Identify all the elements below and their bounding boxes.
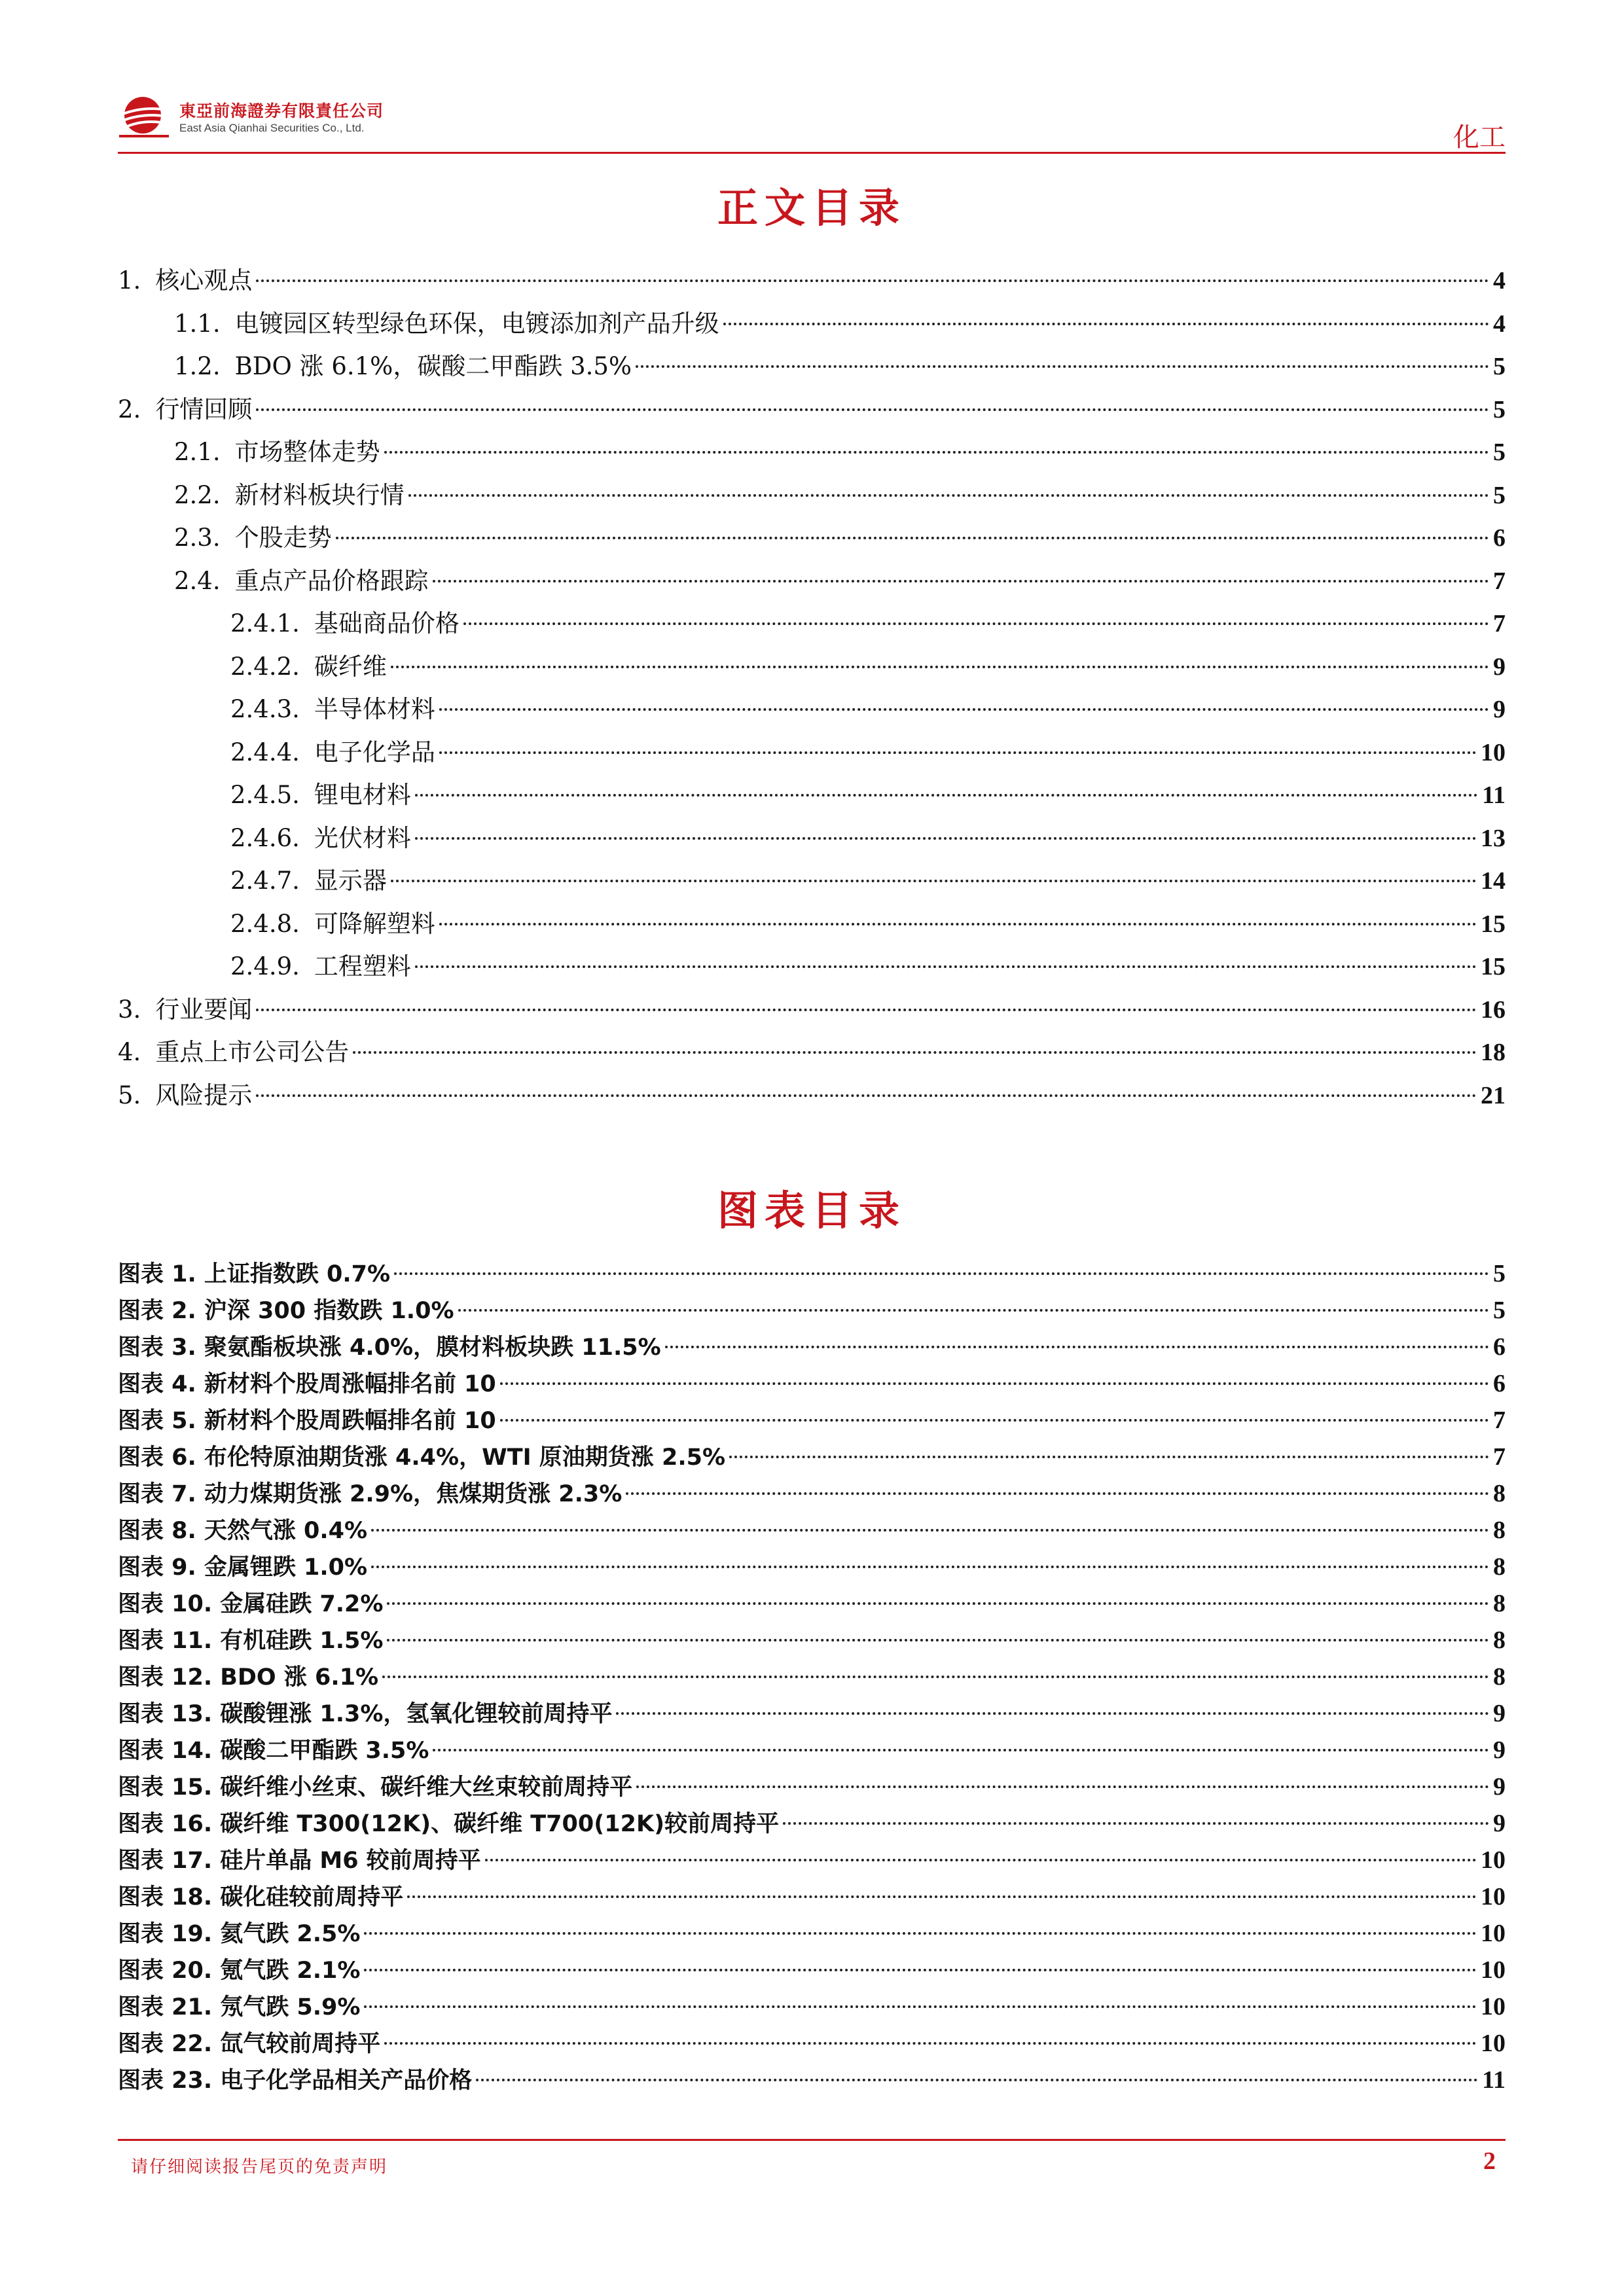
toc-entry[interactable] [118, 388, 1506, 431]
dot-leader [476, 2079, 1478, 2081]
toc-entry-label: 布伦特原油期货涨 4.4%，WTI 原油期货涨 2.5% [204, 1444, 726, 1471]
toc-entry-page: 9 [1493, 1773, 1506, 1801]
toc-entry-page: 9 [1493, 1700, 1506, 1727]
toc-entry[interactable] [118, 1622, 1506, 1659]
toc-entry[interactable] [118, 817, 1506, 860]
dot-leader [415, 965, 1477, 968]
toc-entry-page: 6 [1493, 1333, 1506, 1361]
toc-entry-page: 8 [1493, 1663, 1506, 1691]
toc-entry-number: 2.1. [174, 438, 221, 466]
toc-entry-page: 5 [1493, 1260, 1506, 1287]
toc-entry[interactable] [118, 1915, 1506, 1952]
toc-entry-page: 9 [1493, 1810, 1506, 1837]
toc-entry-number: 图表 10. [118, 1591, 213, 1617]
toc-entry[interactable] [118, 1952, 1506, 1988]
toc-entry-number: 2.4. [174, 566, 221, 595]
toc-entry[interactable] [118, 2062, 1506, 2098]
dot-leader [407, 1895, 1477, 1898]
toc-entry[interactable] [118, 2025, 1506, 2062]
toc-entry-label: 电子化学品 [314, 738, 435, 766]
toc-entry-label: 碳酸二甲酯跌 3.5% [220, 1738, 429, 1764]
toc-entry-page: 9 [1493, 1736, 1506, 1764]
toc-entry-number: 1. [118, 266, 141, 295]
toc-entry-number: 2.4.9. [230, 952, 300, 980]
toc-entry-page: 4 [1493, 310, 1506, 338]
toc-entry-page: 9 [1493, 696, 1506, 723]
toc-entry-label: 工程塑料 [314, 952, 411, 980]
dot-leader [387, 1639, 1489, 1641]
toc-entry[interactable] [118, 1988, 1506, 2025]
dot-leader [408, 494, 1489, 497]
toc-entry[interactable] [118, 903, 1506, 946]
toc-entry[interactable] [118, 1439, 1506, 1475]
toc-entry-label: 电子化学品相关产品价格 [220, 2068, 473, 2094]
toc-entry-page: 10 [1481, 2030, 1506, 2057]
toc-entry-number: 图表 20. [118, 1958, 213, 1984]
toc-entry-number: 图表 11. [118, 1628, 213, 1654]
toc-entry-number: 图表 8. [118, 1518, 196, 1544]
dot-leader [616, 1712, 1489, 1715]
toc-entry[interactable] [118, 1659, 1506, 1695]
toc-entry-number: 2.4.3. [230, 695, 300, 723]
toc-entry-number: 图表 5. [118, 1408, 196, 1434]
toc-entry-label: BDO 涨 6.1%，碳酸二甲酯跌 3.5% [234, 352, 632, 380]
toc-entry[interactable] [118, 1768, 1506, 1805]
toc-entry-label: 硅片单晶 M6 较前周持平 [220, 1848, 481, 1874]
toc-entry-page: 9 [1493, 653, 1506, 681]
dot-leader [729, 1456, 1489, 1458]
toc-entry[interactable] [118, 1255, 1506, 1292]
toc-entry-label: 新材料板块行情 [234, 480, 405, 509]
toc-entry-label: 碳纤维小丝束、碳纤维大丝束较前周持平 [220, 1774, 633, 1801]
toc-entry-label: 可降解塑料 [314, 909, 435, 938]
toc-entry-page: 7 [1493, 1443, 1506, 1471]
toc-entry-label: 核心观点 [155, 266, 253, 295]
dot-leader [433, 1749, 1489, 1751]
toc-entry[interactable] [118, 1805, 1506, 1842]
toc-entry-number: 图表 3. [118, 1335, 196, 1361]
toc-entry-number: 图表 4. [118, 1371, 196, 1397]
toc-entry-page: 10 [1481, 738, 1506, 766]
dot-leader [256, 1009, 1477, 1011]
dot-leader [371, 1566, 1489, 1568]
sector-label: 化工 [1453, 122, 1506, 152]
figure-toc-list [118, 1255, 1506, 2098]
toc-entry-number: 图表 1. [118, 1261, 196, 1287]
toc-entry-number: 2. [118, 395, 141, 423]
toc-entry[interactable] [118, 1074, 1506, 1117]
toc-entry-label: 氙气较前周持平 [220, 2031, 381, 2057]
toc-entry[interactable] [118, 859, 1506, 903]
toc-entry-number: 图表 12. [118, 1664, 213, 1691]
toc-entry-page: 6 [1493, 1370, 1506, 1397]
dot-leader [458, 1309, 1489, 1312]
toc-entry[interactable] [118, 1585, 1506, 1622]
dot-leader [391, 880, 1477, 882]
toc-entry-page: 18 [1481, 1039, 1506, 1066]
dot-leader [783, 1822, 1489, 1825]
dot-leader [626, 1492, 1489, 1495]
dot-leader [371, 1529, 1489, 1532]
toc-entry[interactable] [118, 774, 1506, 817]
dot-leader [256, 279, 1489, 282]
toc-entry-number: 图表 21. [118, 1994, 213, 2020]
dot-leader [433, 580, 1489, 583]
toc-entry-label: 碳化硅较前周持平 [220, 1884, 404, 1910]
toc-entry-label: 氦气跌 2.5% [220, 1921, 361, 1947]
toc-entry[interactable] [118, 1365, 1506, 1402]
toc-entry[interactable] [118, 1842, 1506, 1878]
toc-entry[interactable] [118, 1549, 1506, 1585]
toc-entry[interactable] [118, 1292, 1506, 1329]
header-divider [118, 152, 1506, 154]
toc-entry-number: 1.2. [174, 352, 221, 380]
toc-entry-number: 图表 16. [118, 1811, 213, 1837]
toc-entry-page: 5 [1493, 481, 1506, 509]
dot-leader [636, 365, 1489, 368]
toc-entry-label: 有机硅跌 1.5% [220, 1628, 384, 1654]
page-number: 2 [1483, 2147, 1496, 2175]
toc-entry-page: 14 [1481, 867, 1506, 895]
toc-entry-label: 基础商品价格 [314, 609, 460, 637]
toc-entry-label: 金属硅跌 7.2% [220, 1591, 384, 1617]
toc-entry-page: 8 [1493, 1590, 1506, 1617]
toc-entry-page: 10 [1481, 1883, 1506, 1910]
toc-entry[interactable] [118, 560, 1506, 603]
toc-entry-number: 2.4.8. [230, 909, 300, 938]
toc-entry-number: 图表 6. [118, 1444, 196, 1471]
toc-entry-label: 重点产品价格跟踪 [234, 566, 429, 595]
toc-entry-number: 图表 19. [118, 1921, 213, 1947]
toc-entry-label: 新材料个股周涨幅排名前 10 [204, 1371, 496, 1397]
toc-entry-label: 重点上市公司公告 [155, 1038, 350, 1066]
toc-entry-label: 个股走势 [234, 524, 332, 552]
toc-entry-number: 图表 2. [118, 1298, 196, 1324]
toc-entry-number: 图表 13. [118, 1701, 213, 1727]
toc-entry-label: 行情回顾 [155, 395, 253, 423]
toc-entry-page: 10 [1481, 1993, 1506, 2020]
dot-leader [394, 1272, 1489, 1275]
toc-entry-page: 10 [1481, 1846, 1506, 1874]
dot-leader [364, 1932, 1477, 1935]
toc-entry-label: 市场整体走势 [234, 438, 380, 466]
toc-entry-number: 1.1. [174, 309, 221, 338]
toc-entry-number: 2.2. [174, 480, 221, 509]
toc-entry[interactable] [118, 602, 1506, 645]
dot-leader [353, 1051, 1477, 1054]
toc-entry-number: 4. [118, 1038, 141, 1066]
toc-entry-page: 5 [1493, 395, 1506, 423]
toc-entry-label: 上证指数跌 0.7% [204, 1261, 391, 1287]
toc-entry-page: 8 [1493, 1626, 1506, 1654]
toc-entry[interactable] [118, 1878, 1506, 1915]
toc-entry-label: 半导体材料 [314, 695, 435, 723]
dot-leader [500, 1382, 1489, 1385]
toc-entry-page: 5 [1493, 439, 1506, 466]
figure-toc-title: 图表目录 [717, 1187, 906, 1234]
dot-leader [636, 1785, 1489, 1788]
toc-entry-page: 4 [1493, 267, 1506, 295]
dot-leader [463, 622, 1489, 625]
dot-leader [485, 1859, 1477, 1861]
toc-entry[interactable] [118, 1512, 1506, 1549]
toc-entry-label: 沪深 300 指数跌 1.0% [204, 1298, 454, 1324]
toc-entry-page: 7 [1493, 567, 1506, 595]
toc-entry-number: 2.4.4. [230, 738, 300, 766]
toc-entry[interactable] [118, 302, 1506, 346]
toc-entry-page: 8 [1493, 1480, 1506, 1507]
toc-entry[interactable] [118, 431, 1506, 474]
dot-leader [415, 837, 1477, 840]
toc-entry-page: 7 [1493, 1407, 1506, 1434]
toc-entry-page: 5 [1493, 353, 1506, 380]
dot-leader [439, 923, 1477, 925]
toc-entry-number: 2.4.1. [230, 609, 300, 637]
toc-entry-number: 2.3. [174, 524, 221, 552]
toc-entry[interactable] [118, 945, 1506, 988]
toc-entry-label: 行业要闻 [155, 995, 253, 1024]
toc-entry-page: 8 [1493, 1516, 1506, 1544]
dot-leader [364, 1969, 1477, 1971]
toc-entry-label: 风险提示 [155, 1081, 253, 1109]
toc-entry-number: 图表 17. [118, 1848, 213, 1874]
toc-entry[interactable] [118, 1329, 1506, 1365]
toc-entry[interactable] [118, 988, 1506, 1031]
toc-entry-page: 15 [1481, 910, 1506, 938]
toc-entry-number: 图表 14. [118, 1738, 213, 1764]
toc-entry-number: 图表 9. [118, 1554, 196, 1581]
dot-leader [256, 1094, 1477, 1097]
toc-entry-number: 3. [118, 995, 141, 1024]
disclaimer-text: 请仔细阅读报告尾页的免责声明 [131, 2157, 388, 2177]
dot-leader [384, 451, 1489, 454]
toc-entry-page: 7 [1493, 610, 1506, 637]
toc-entry-page: 10 [1481, 1920, 1506, 1947]
toc-title: 正文目录 [717, 184, 906, 232]
toc-entry-page: 8 [1493, 1553, 1506, 1581]
company-logo-icon [118, 94, 173, 140]
toc-entry-label: 动力煤期货涨 2.9%，焦煤期货涨 2.3% [204, 1481, 623, 1507]
dot-leader [364, 2005, 1477, 2008]
toc-entry-number: 图表 23. [118, 2068, 213, 2094]
toc-list [118, 259, 1506, 1117]
toc-entry[interactable] [118, 474, 1506, 517]
toc-entry[interactable] [118, 516, 1506, 560]
toc-entry-number: 2.4.2. [230, 652, 300, 681]
toc-entry-number: 2.4.5. [230, 781, 300, 809]
company-name-en: East Asia Qianhai Securities Co., Ltd. [179, 122, 365, 134]
toc-entry-label: 天然气涨 0.4% [204, 1518, 368, 1544]
toc-entry-number: 2.4.7. [230, 867, 300, 895]
toc-entry-page: 10 [1481, 1956, 1506, 1984]
toc-entry-label: 氖气跌 5.9% [220, 1994, 361, 2020]
dot-leader [391, 666, 1489, 668]
dot-leader [439, 751, 1477, 754]
toc-entry-label: 氪气跌 2.1% [220, 1958, 361, 1984]
toc-entry-label: 新材料个股周跌幅排名前 10 [204, 1408, 496, 1434]
company-name-cn: 東亞前海證券有限責任公司 [179, 101, 384, 120]
toc-entry-page: 16 [1481, 996, 1506, 1024]
dot-leader [723, 323, 1489, 325]
toc-entry-label: BDO 涨 6.1% [220, 1664, 379, 1691]
toc-entry-page: 11 [1482, 2066, 1506, 2094]
toc-entry[interactable] [118, 1732, 1506, 1768]
toc-entry-page: 15 [1481, 953, 1506, 980]
toc-entry[interactable] [118, 645, 1506, 689]
toc-entry[interactable] [118, 1475, 1506, 1512]
toc-entry[interactable] [118, 731, 1506, 774]
toc-entry[interactable] [118, 345, 1506, 388]
toc-entry[interactable] [118, 1402, 1506, 1439]
toc-entry-label: 碳酸锂涨 1.3%，氢氧化锂较前周持平 [220, 1701, 613, 1727]
toc-entry-label: 碳纤维 [314, 652, 387, 681]
dot-leader [387, 1602, 1489, 1605]
dot-leader [500, 1419, 1489, 1422]
dot-leader [382, 1676, 1489, 1678]
dot-leader [256, 408, 1489, 411]
toc-entry-label: 聚氨酯板块涨 4.0%，膜材料板块跌 11.5% [204, 1335, 661, 1361]
toc-entry[interactable] [118, 1031, 1506, 1074]
toc-entry-page: 11 [1482, 781, 1506, 809]
toc-entry-number: 图表 18. [118, 1884, 213, 1910]
company-logo [118, 92, 524, 144]
toc-entry-page: 13 [1481, 824, 1506, 852]
page-header [118, 92, 1506, 152]
dot-leader [415, 794, 1478, 797]
toc-entry[interactable] [118, 1695, 1506, 1732]
toc-entry-number: 2.4.6. [230, 823, 300, 852]
toc-entry-label: 锂电材料 [314, 781, 411, 809]
toc-entry-number: 5. [118, 1081, 141, 1109]
toc-entry-page: 6 [1493, 524, 1506, 552]
toc-entry-label: 电镀园区转型绿色环保，电镀添加剂产品升级 [234, 309, 719, 338]
dot-leader [336, 537, 1489, 539]
toc-entry-number: 图表 15. [118, 1774, 213, 1801]
toc-entry-page: 21 [1481, 1081, 1506, 1109]
toc-entry-number: 图表 22. [118, 2031, 213, 2057]
toc-entry-label: 显示器 [314, 867, 387, 895]
dot-leader [384, 2042, 1477, 2045]
toc-entry[interactable] [118, 688, 1506, 731]
footer-divider [118, 2139, 1506, 2141]
dot-leader [665, 1346, 1489, 1348]
toc-entry-number: 图表 7. [118, 1481, 196, 1507]
toc-entry-label: 金属锂跌 1.0% [204, 1554, 368, 1581]
toc-entry-label: 碳纤维 T300(12K)、碳纤维 T700(12K)较前周持平 [220, 1811, 780, 1837]
toc-entry-page: 5 [1493, 1297, 1506, 1324]
toc-entry-label: 光伏材料 [314, 823, 411, 852]
toc-entry[interactable] [118, 259, 1506, 302]
dot-leader [439, 708, 1489, 711]
